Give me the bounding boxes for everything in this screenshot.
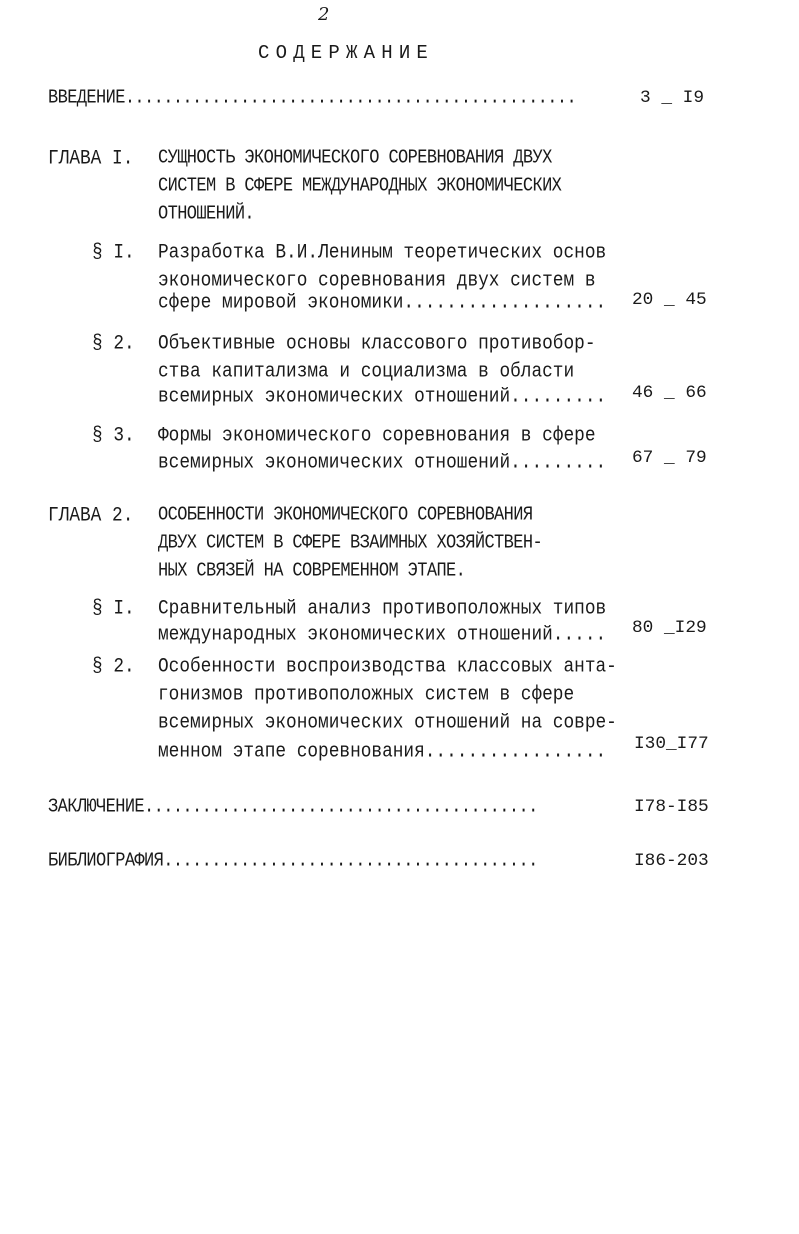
section-label: § 3. (92, 425, 135, 448)
section-line: экономического соревнования двух систем в (158, 270, 596, 293)
section-line: сфере мировой экономики................... (158, 292, 607, 315)
section-line: международных экономических отношений..... (158, 624, 607, 647)
chapter-title-line: СУЩНОСТЬ ЭКОНОМИЧЕСКОГО СОРЕВНОВАНИЯ ДВУХ (158, 148, 552, 170)
section-label: § 2. (92, 656, 135, 679)
chapter-title-line: ОТНОШЕНИЙ. (158, 204, 255, 226)
section-label: § 2. (92, 333, 135, 356)
section-label: § I. (92, 242, 135, 265)
section-line: Особенности воспроизводства классовых анта- (158, 656, 617, 679)
toc-page-range: 80 _I29 (632, 618, 707, 638)
toc-entry-text: ВВЕДЕНИЕ............................................... (48, 88, 577, 110)
page-title: СОДЕРЖАНИЕ (258, 42, 435, 64)
toc-page-range: 3 _ I9 (640, 88, 705, 108)
toc-page-range: 67 _ 79 (632, 448, 707, 468)
section-line: Разработка В.И.Лениным теоретических основ (158, 242, 607, 265)
section-line: ства капитализма и социализма в области (158, 361, 575, 384)
section-line: Объективные основы классового противобор- (158, 333, 596, 356)
section-line: всемирных экономических отношений на совре- (158, 712, 617, 735)
toc-entry-text: ЗАКЛЮЧЕНИЕ......................................... (48, 797, 538, 819)
chapter-label: ГЛАВА 2. (48, 505, 134, 528)
section-label: § I. (92, 598, 135, 621)
section-line: менном этапе соревнования................. (158, 741, 607, 764)
chapter-title-line: ДВУХ СИСТЕМ В СФЕРЕ ВЗАИМНЫХ ХОЗЯЙСТВЕН- (158, 533, 543, 555)
chapter-title-line: ОСОБЕННОСТИ ЭКОНОМИЧЕСКОГО СОРЕВНОВАНИЯ (158, 505, 533, 527)
chapter-title-line: СИСТЕМ В СФЕРЕ МЕЖДУНАРОДНЫХ ЭКОНОМИЧЕСКИХ (158, 176, 562, 198)
toc-entry-text: БИБЛИОГРАФИЯ....................................... (48, 851, 538, 873)
section-line: всемирных экономических отношений......... (158, 452, 607, 475)
section-line: гонизмов противоположных систем в сфере (158, 684, 575, 707)
toc-page-range: I30_I77 (634, 734, 709, 754)
toc-page-range: 46 _ 66 (632, 383, 707, 403)
chapter-title-line: НЫХ СВЯЗЕЙ НА СОВРЕМЕННОМ ЭТАПЕ. (158, 561, 466, 583)
section-line: всемирных экономических отношений......... (158, 386, 607, 409)
page-number: 2 (318, 4, 330, 25)
section-line: Формы экономического соревнования в сфере (158, 425, 596, 448)
toc-page-range: I78-I85 (634, 797, 709, 817)
chapter-label: ГЛАВА I. (48, 148, 134, 171)
section-line: Сравнительный анализ противоположных типов (158, 598, 607, 621)
toc-page-range: I86-203 (634, 851, 709, 871)
toc-page-range: 20 _ 45 (632, 290, 707, 310)
